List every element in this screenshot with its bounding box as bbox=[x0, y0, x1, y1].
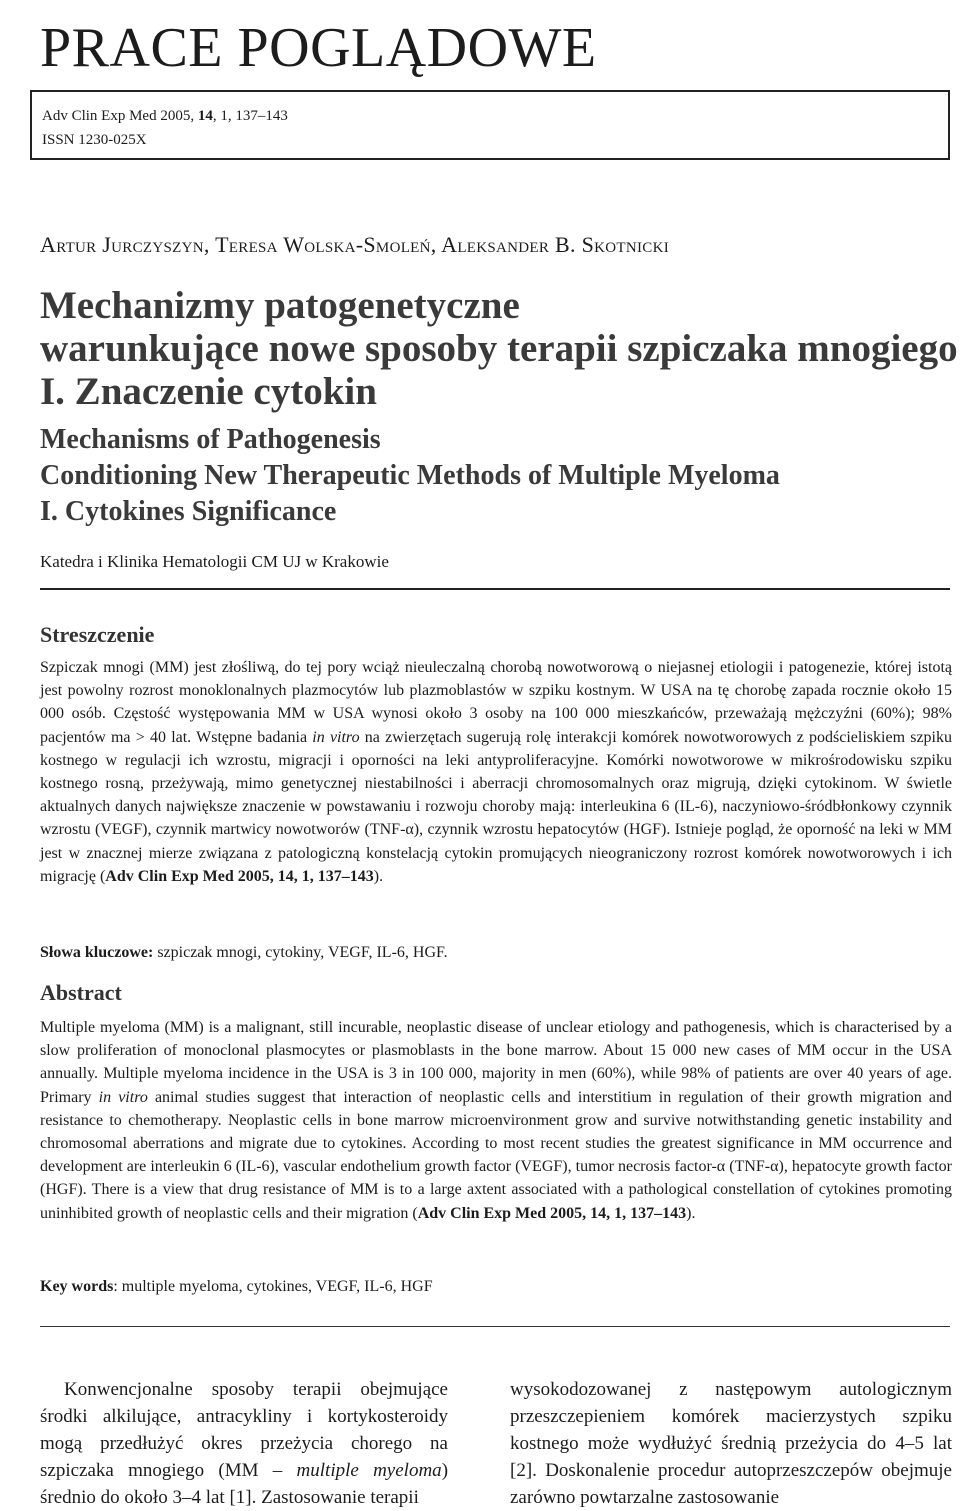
streszczenie-text: Szpiczak mnogi (MM) jest złośliwą, do tej pory wciąż nieuleczalną chorobą nowotworową o niejasnej etiologii i patogenezie, której istotą jest powolny rozrost monoklonalnych plazmocytów lub plazmoblastów w szpiku kostnym. W USA na tę chorobę zapada rocznie około 15 000 osób. Częstość występowania MM w USA wynosi około 3 osoby na 100 000 mieszkańców, przeważają mężczyźni (60%); 98% pacjentów ma > 40 lat. Wstępne badania in vitro na zwierzętach sugerują rolę interakcji komórek nowotworowych z podścieliskiem szpiku kostnego w regulacji ich wzrostu, migracji i oporności na leki antyproliferacyjne. Komórki nowotworowe w mikrośrodowisku szpiku kostnego rosną, przeżywają, mimo genetycznej niestabilności i aberracji chromosomalnych oraz migrują, dzięki cytokinom. W świetle aktualnych danych największe znaczenie w powstawaniu i rozwoju choroby mają: interleukina 6 (IL-6), naczyniowo-śródbłonkowy czynnik wzrostu (VEGF), czynnik martwicy nowotworów (TNF-α), czynnik wzrostu hepatocytów (HGF). Istnieje pogląd, że oporność na leki w MM jest w znacznej mierze związana z patologiczną konstelacją cytokin promujących nieograniczony rozrost komórek nowotworowych i ich migrację (Adv Clin Exp Med 2005, 14, 1, 137–143). bbox=[40, 659, 953, 885]
body-column-left: Konwencjonalne sposoby terapii obejmujące środki alkilujące, antracykliny i kortykosteroidy mogą przedłużyć okres przeżycia chorego na szpiczaka mnogiego (MM – multiple myeloma) średnio do około 3–4 lat [1]. Zastosowanie terapii bbox=[40, 1379, 449, 1508]
author-list: Artur Jurczyszyn, Teresa Wolska-Smoleń, Aleksander B. Skotnicki bbox=[40, 232, 670, 257]
title-english-line: Mechanisms of Pathogenesis bbox=[40, 424, 381, 455]
title-polish-line: Mechanizmy patogenetyczne bbox=[40, 284, 520, 327]
body-column-right: wysokodozowanej z następowym autologicznym przeszczepieniem komórek macierzystych szpiku kostnego może wydłużyć średnią przeżycia do 4–5 lat [2]. Doskonalenie procedur autoprzeszczepów obejmuje zarówno powtarzalne zastosowanie bbox=[510, 1379, 952, 1508]
keywords-english: Key words: multiple myeloma, cytokines, VEGF, IL-6, HGF bbox=[40, 1278, 433, 1295]
keywords-polish: Słowa kluczowe: szpiczak mnogi, cytokiny, VEGF, IL-6, HGF. bbox=[40, 944, 448, 961]
citation: Adv Clin Exp Med 2005, 14, 1, 137–143 bbox=[417, 1204, 687, 1222]
journal-issn: ISSN 1230-025X bbox=[42, 132, 147, 148]
streszczenie-heading: Streszczenie bbox=[40, 622, 155, 647]
journal-citation: Adv Clin Exp Med 2005, 14, 1, 137–143 bbox=[42, 108, 288, 124]
abstract-heading: Abstract bbox=[40, 980, 122, 1005]
title-polish-line: I. Znaczenie cytokin bbox=[40, 370, 377, 413]
divider-bottom bbox=[40, 1326, 950, 1327]
citation: Adv Clin Exp Med 2005, 14, 1, 137–143 bbox=[105, 867, 374, 885]
section-banner: PRACE POGLĄDOWE bbox=[40, 17, 597, 79]
journal-volume: 14 bbox=[197, 108, 213, 124]
abstract-text: Multiple myeloma (MM) is a malignant, still incurable, neoplastic disease of unclear etiology and pathogenesis, which is characterised by a slow proliferation of monoclonal plasmocytes or plasmoblasts in the bone marrow. About 15 000 new cases of MM occur in the USA annually. Multiple myeloma incidence in the USA is 3 in 100 000, majority in men (60%), while 98% of patients are over 40 years of age. Primary in vitro animal studies suggest that interaction of neoplastic cells and interstitium in regulation of their growth migration and resistance to chemotherapy. Neoplastic cells in bone marrow microenvironment grow and survive notwithstanding genetic instability and chromosomal aberrations and migrate due to cytokines. According to most recent studies the greatest significance in MM occurrence and development are interleukin 6 (IL-6), vascular endothelium growth factor (VEGF), tumor necrosis factor-α (TNF-α), hepatocyte growth factor (HGF). There is a view that drug resistance of MM is to a large axtent associated with a pathological constellation of cytokines promoting uninhibited growth of neoplastic cells and their migration (Adv Clin Exp Med 2005, 14, 1, 137–143). bbox=[40, 1019, 953, 1222]
title-polish bbox=[40, 284, 958, 413]
title-polish-line: warunkujące nowe sposoby terapii szpiczaka mnogiego bbox=[40, 327, 958, 370]
title-english-line: I. Cytokines Significance bbox=[40, 496, 337, 527]
title-english bbox=[40, 422, 780, 530]
divider-top bbox=[40, 588, 950, 590]
title-english-line: Conditioning New Therapeutic Methods of Multiple Myeloma bbox=[40, 460, 780, 491]
affiliation: Katedra i Klinika Hematologii CM UJ w Krakowie bbox=[40, 552, 389, 571]
journal-info-box bbox=[30, 90, 950, 160]
